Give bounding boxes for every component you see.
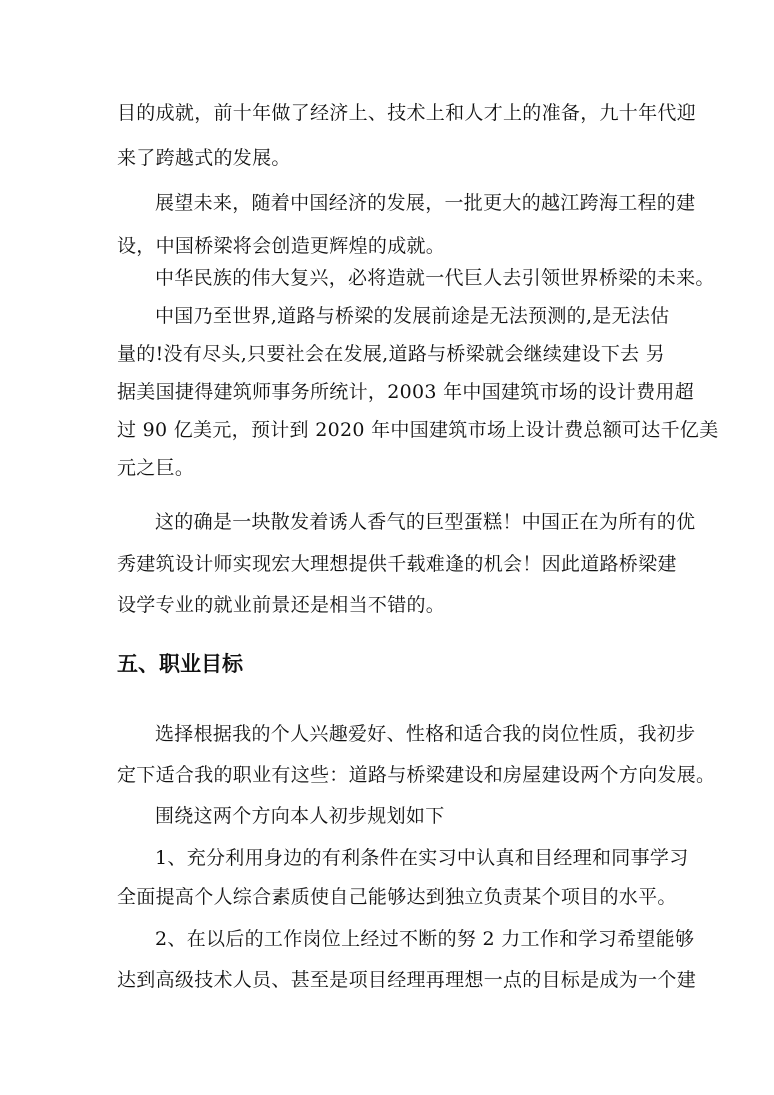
paragraph-line: 1、充分利用身边的有利条件在实习中认真和目经理和同事学习 (155, 847, 689, 869)
paragraph-line: 全面提高个人综合素质使自己能够达到独立负责某个项目的水平。 (117, 886, 677, 908)
paragraph-line: 这的确是一块散发着诱人香气的巨型蛋糕！中国正在为所有的优 (155, 511, 696, 533)
paragraph-line: 选择根据我的个人兴趣爱好、性格和适合我的岗位性质，我初步 (155, 723, 696, 745)
paragraph-line: 目的成就，前十年做了经济上、技术上和人才上的准备，九十年代迎 (117, 102, 697, 124)
paragraph-line: 过 90 亿美元，预计到 2020 年中国建筑市场上设计费总额可达千亿美 (117, 419, 719, 441)
paragraph-line: 来了跨越式的发展。 (117, 147, 291, 169)
paragraph-line: 秀建筑设计师实现宏大理想提供千载难逢的机会！因此道路桥梁建 (117, 553, 677, 575)
paragraph-line: 中华民族的伟大复兴，必将造就一代巨人去引领世界桥梁的未来。 (155, 267, 715, 289)
paragraph-line: 展望未来，随着中国经济的发展，一批更大的越江跨海工程的建 (155, 192, 696, 214)
paragraph-line: 元之巨。 (117, 457, 195, 479)
paragraph-line: 2、在以后的工作岗位上经过不断的努 2 力工作和学习希望能够 (155, 928, 695, 950)
section-heading: 五、职业目标 (117, 652, 243, 676)
paragraph-line: 据美国捷得建筑师事务所统计，2003 年中国建筑市场的设计费用超 (117, 381, 694, 403)
paragraph-line: 设学专业的就业前景还是相当不错的。 (117, 594, 446, 616)
paragraph-line: 定下适合我的职业有这些：道路与桥梁建设和房屋建设两个方向发展。 (117, 764, 716, 786)
paragraph-line: 量的!没有尽头,只要社会在发展,道路与桥梁就会继续建设下去 另 (117, 343, 666, 365)
paragraph-line: 设，中国桥梁将会创造更辉煌的成就。 (117, 235, 446, 257)
paragraph-line: 围绕这两个方向本人初步规划如下 (155, 805, 445, 827)
paragraph-line: 达到高级技术人员、甚至是项目经理再理想一点的目标是成为一个建 (117, 969, 697, 991)
paragraph-line: 中国乃至世界,道路与桥梁的发展前途是无法预测的,是无法估 (155, 305, 670, 327)
